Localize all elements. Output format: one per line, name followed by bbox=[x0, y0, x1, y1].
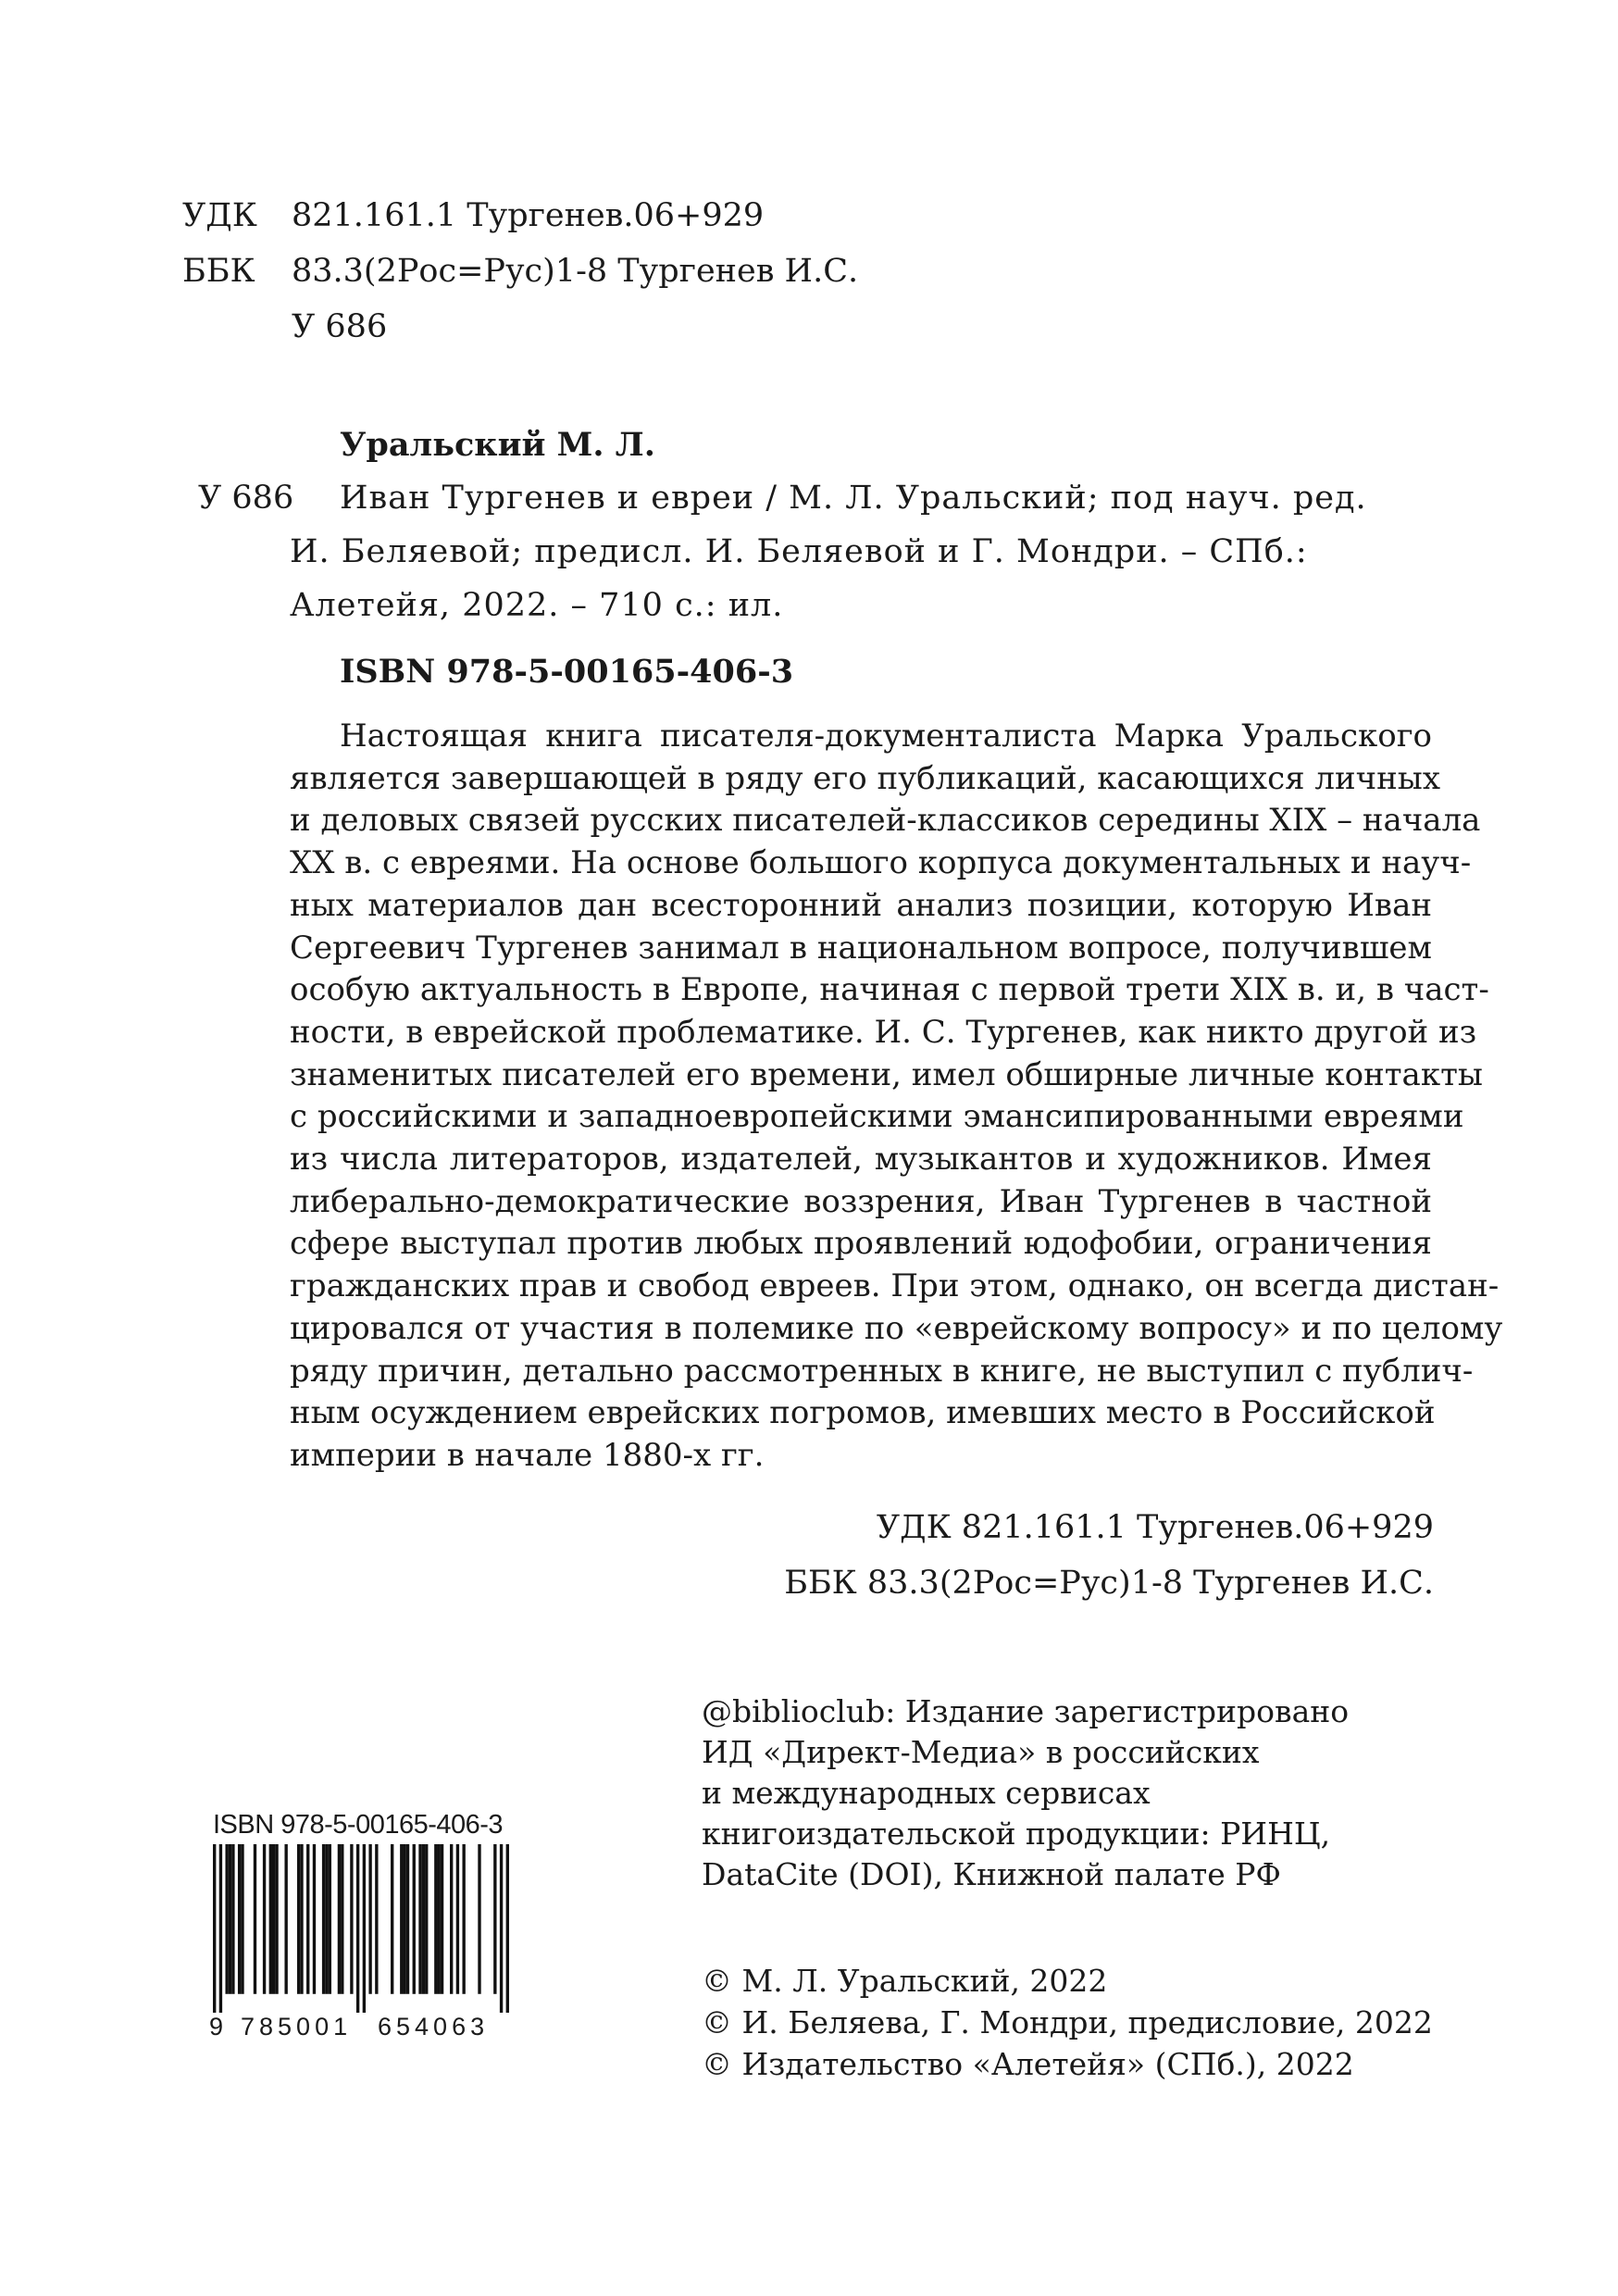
barcode-guard-bar bbox=[219, 1844, 222, 2013]
publisher-note-line: книгоиздательской продукции: РИНЦ, bbox=[702, 1816, 1331, 1852]
barcode-guard-bar bbox=[363, 1844, 366, 2013]
annotation-line: является завершающей в ряду его публикаций, касающихся личных bbox=[290, 759, 1441, 797]
isbn-heading: ISBN 978-5-00165-406-3 bbox=[340, 653, 794, 691]
barcode-bar bbox=[422, 1844, 425, 1994]
bbk-label: ББК bbox=[182, 253, 255, 290]
barcode-digit-first: 9 bbox=[209, 2013, 224, 2040]
barcode-isbn: ISBN 978-5-00165-406-3 bbox=[213, 1810, 504, 1840]
barcode-bar bbox=[300, 1844, 303, 1994]
annotation-line: ных материалов дан всесторонний анализ позиции, которую Иван bbox=[290, 886, 1432, 924]
barcode-bar bbox=[434, 1844, 437, 1994]
annotation-line: и деловых связей русских писателей-классиков середины XIX – начала bbox=[290, 802, 1481, 840]
barcode-guard-bar bbox=[213, 1844, 216, 2013]
publisher-note bbox=[702, 1691, 1349, 1895]
publisher-note-line: ИД «Директ-Медиа» в российских bbox=[702, 1734, 1260, 1770]
barcode-bar bbox=[368, 1844, 371, 1994]
annotation-line: XX в. с евреями. На основе большого корпуса документальных и науч- bbox=[290, 844, 1472, 882]
barcode-bar bbox=[254, 1844, 256, 1994]
barcode-digits bbox=[209, 2013, 528, 2040]
udk-line bbox=[182, 188, 764, 243]
bbk-line bbox=[182, 243, 858, 299]
barcode-bar bbox=[325, 1844, 328, 1994]
barcode-icon bbox=[213, 1844, 509, 2013]
barcode-bar bbox=[493, 1844, 496, 1994]
barcode-bar bbox=[313, 1844, 316, 1994]
barcode-bar bbox=[425, 1844, 428, 1994]
barcode-bar bbox=[403, 1844, 405, 1994]
record-line-3: Алетейя, 2022. – 710 с.: ил. bbox=[290, 587, 784, 624]
barcode-bar bbox=[438, 1844, 441, 1994]
publisher-note-line: и международных сервисах bbox=[702, 1775, 1151, 1811]
barcode-bar bbox=[329, 1844, 331, 1994]
barcode-bar bbox=[275, 1844, 278, 1994]
barcode-guard-bar bbox=[506, 1844, 509, 2013]
barcode-guard-bar bbox=[500, 1844, 503, 2013]
barcode-digits-left: 785001 bbox=[241, 2013, 353, 2040]
annotation-line: ности, в еврейской проблематике. И. С. Тургенев, как никто другой из bbox=[290, 1013, 1477, 1051]
barcode-bar bbox=[306, 1844, 309, 1994]
author-mark: У 686 bbox=[198, 480, 294, 517]
barcode-bar bbox=[229, 1844, 231, 1994]
annotation-line: из числа литераторов, издателей, музыкантов и художников. Имея bbox=[290, 1141, 1432, 1179]
barcode-bar bbox=[478, 1844, 480, 1994]
barcode-bar bbox=[269, 1844, 272, 1994]
author-mark-top: У 686 bbox=[292, 308, 388, 345]
barcode-bar bbox=[338, 1844, 341, 1994]
annotation-line: знаменитых писателей его времени, имел обширные личные контакты bbox=[290, 1055, 1483, 1093]
barcode-digits-right: 654063 bbox=[378, 2013, 490, 2040]
copyright-line: © М. Л. Уральский, 2022 bbox=[702, 1963, 1108, 1999]
annotation-line: гражданских прав и свобод евреев. При этом, однако, он всегда дистан- bbox=[290, 1267, 1500, 1305]
barcode-bar bbox=[238, 1844, 241, 1994]
udk-value: 821.161.1 Тургенев.06+929 bbox=[292, 197, 765, 234]
barcode-bar bbox=[441, 1844, 443, 1994]
annotation-line: цировался от участия в полемике по «еврейскому вопросу» и по целому bbox=[290, 1309, 1503, 1347]
barcode-bar bbox=[406, 1844, 409, 1994]
barcode-bar bbox=[225, 1844, 228, 1994]
barcode-bar bbox=[350, 1844, 353, 1994]
annotation-line: ряду причин, детально рассмотренных в книге, не выступил с публич- bbox=[290, 1352, 1474, 1390]
barcode-bar bbox=[462, 1844, 465, 1994]
annotation-line: ным осуждением еврейских погромов, имевших место в Российской bbox=[290, 1394, 1436, 1432]
publisher-note-line: DataCite (DOI), Книжной палате РФ bbox=[702, 1856, 1281, 1892]
publisher-note-line: @biblioclub: Издание зарегистрировано bbox=[702, 1693, 1350, 1729]
author-heading: Уральский М. Л. bbox=[340, 426, 655, 464]
udk-bottom: УДК 821.161.1 Тургенев.06+929 bbox=[876, 1509, 1434, 1546]
barcode-bar bbox=[375, 1844, 378, 1994]
barcode-bar bbox=[297, 1844, 300, 1994]
record-line-2: И. Беляевой; предисл. И. Беляевой и Г. Мондри. – СПб.: bbox=[290, 533, 1308, 570]
barcode-bar bbox=[322, 1844, 325, 1994]
barcode-block bbox=[209, 1810, 528, 2040]
barcode-bar bbox=[231, 1844, 234, 1994]
barcode-bar bbox=[241, 1844, 243, 1994]
annotation-line: сфере выступал против любых проявлений юдофобии, ограничения bbox=[290, 1225, 1432, 1263]
barcode-bar bbox=[456, 1844, 459, 1994]
barcode-bar bbox=[341, 1844, 343, 1994]
barcode-bar bbox=[263, 1844, 266, 1994]
barcode-bar bbox=[418, 1844, 421, 1994]
barcode-bar bbox=[413, 1844, 416, 1994]
barcode-guard-bar bbox=[356, 1844, 359, 2013]
copyright-line: © Издательство «Алетейя» (СПб.), 2022 bbox=[702, 2046, 1354, 2082]
barcode-bar bbox=[272, 1844, 275, 1994]
annotation bbox=[290, 716, 1503, 1478]
annotation-line: либерально-демократические воззрения, Иван Тургенев в частной bbox=[290, 1182, 1432, 1220]
barcode-bar bbox=[450, 1844, 453, 1994]
copyright-line: © И. Беляева, Г. Мондри, предисловие, 2022 bbox=[702, 2004, 1433, 2040]
barcode-bar bbox=[400, 1844, 403, 1994]
udk-label: УДК bbox=[182, 197, 257, 234]
bbk-value: 83.3(2Рос=Рус)1-8 Тургенев И.С. bbox=[292, 253, 859, 290]
annotation-line: Настоящая книга писателя-документалиста Марка Уральского bbox=[340, 718, 1432, 755]
bbk-bottom: ББК 83.3(2Рос=Рус)1-8 Тургенев И.С. bbox=[784, 1565, 1434, 1602]
annotation-line: империи в начале 1880-х гг. bbox=[290, 1436, 765, 1474]
annotation-line: Сергеевич Тургенев занимал в национальном вопросе, получившем bbox=[290, 929, 1432, 967]
copyrights bbox=[702, 1960, 1433, 2085]
barcode-bar bbox=[284, 1844, 287, 1994]
annotation-line: с российскими и западноевропейскими эмансипированными евреями bbox=[290, 1098, 1464, 1136]
barcode-bar bbox=[391, 1844, 393, 1994]
annotation-line: особую актуальность в Европе, начиная с первой трети XIX в. и, в част- bbox=[290, 971, 1489, 1009]
record-line-1: Иван Тургенев и евреи / М. Л. Уральский; под науч. ред. bbox=[340, 480, 1367, 517]
